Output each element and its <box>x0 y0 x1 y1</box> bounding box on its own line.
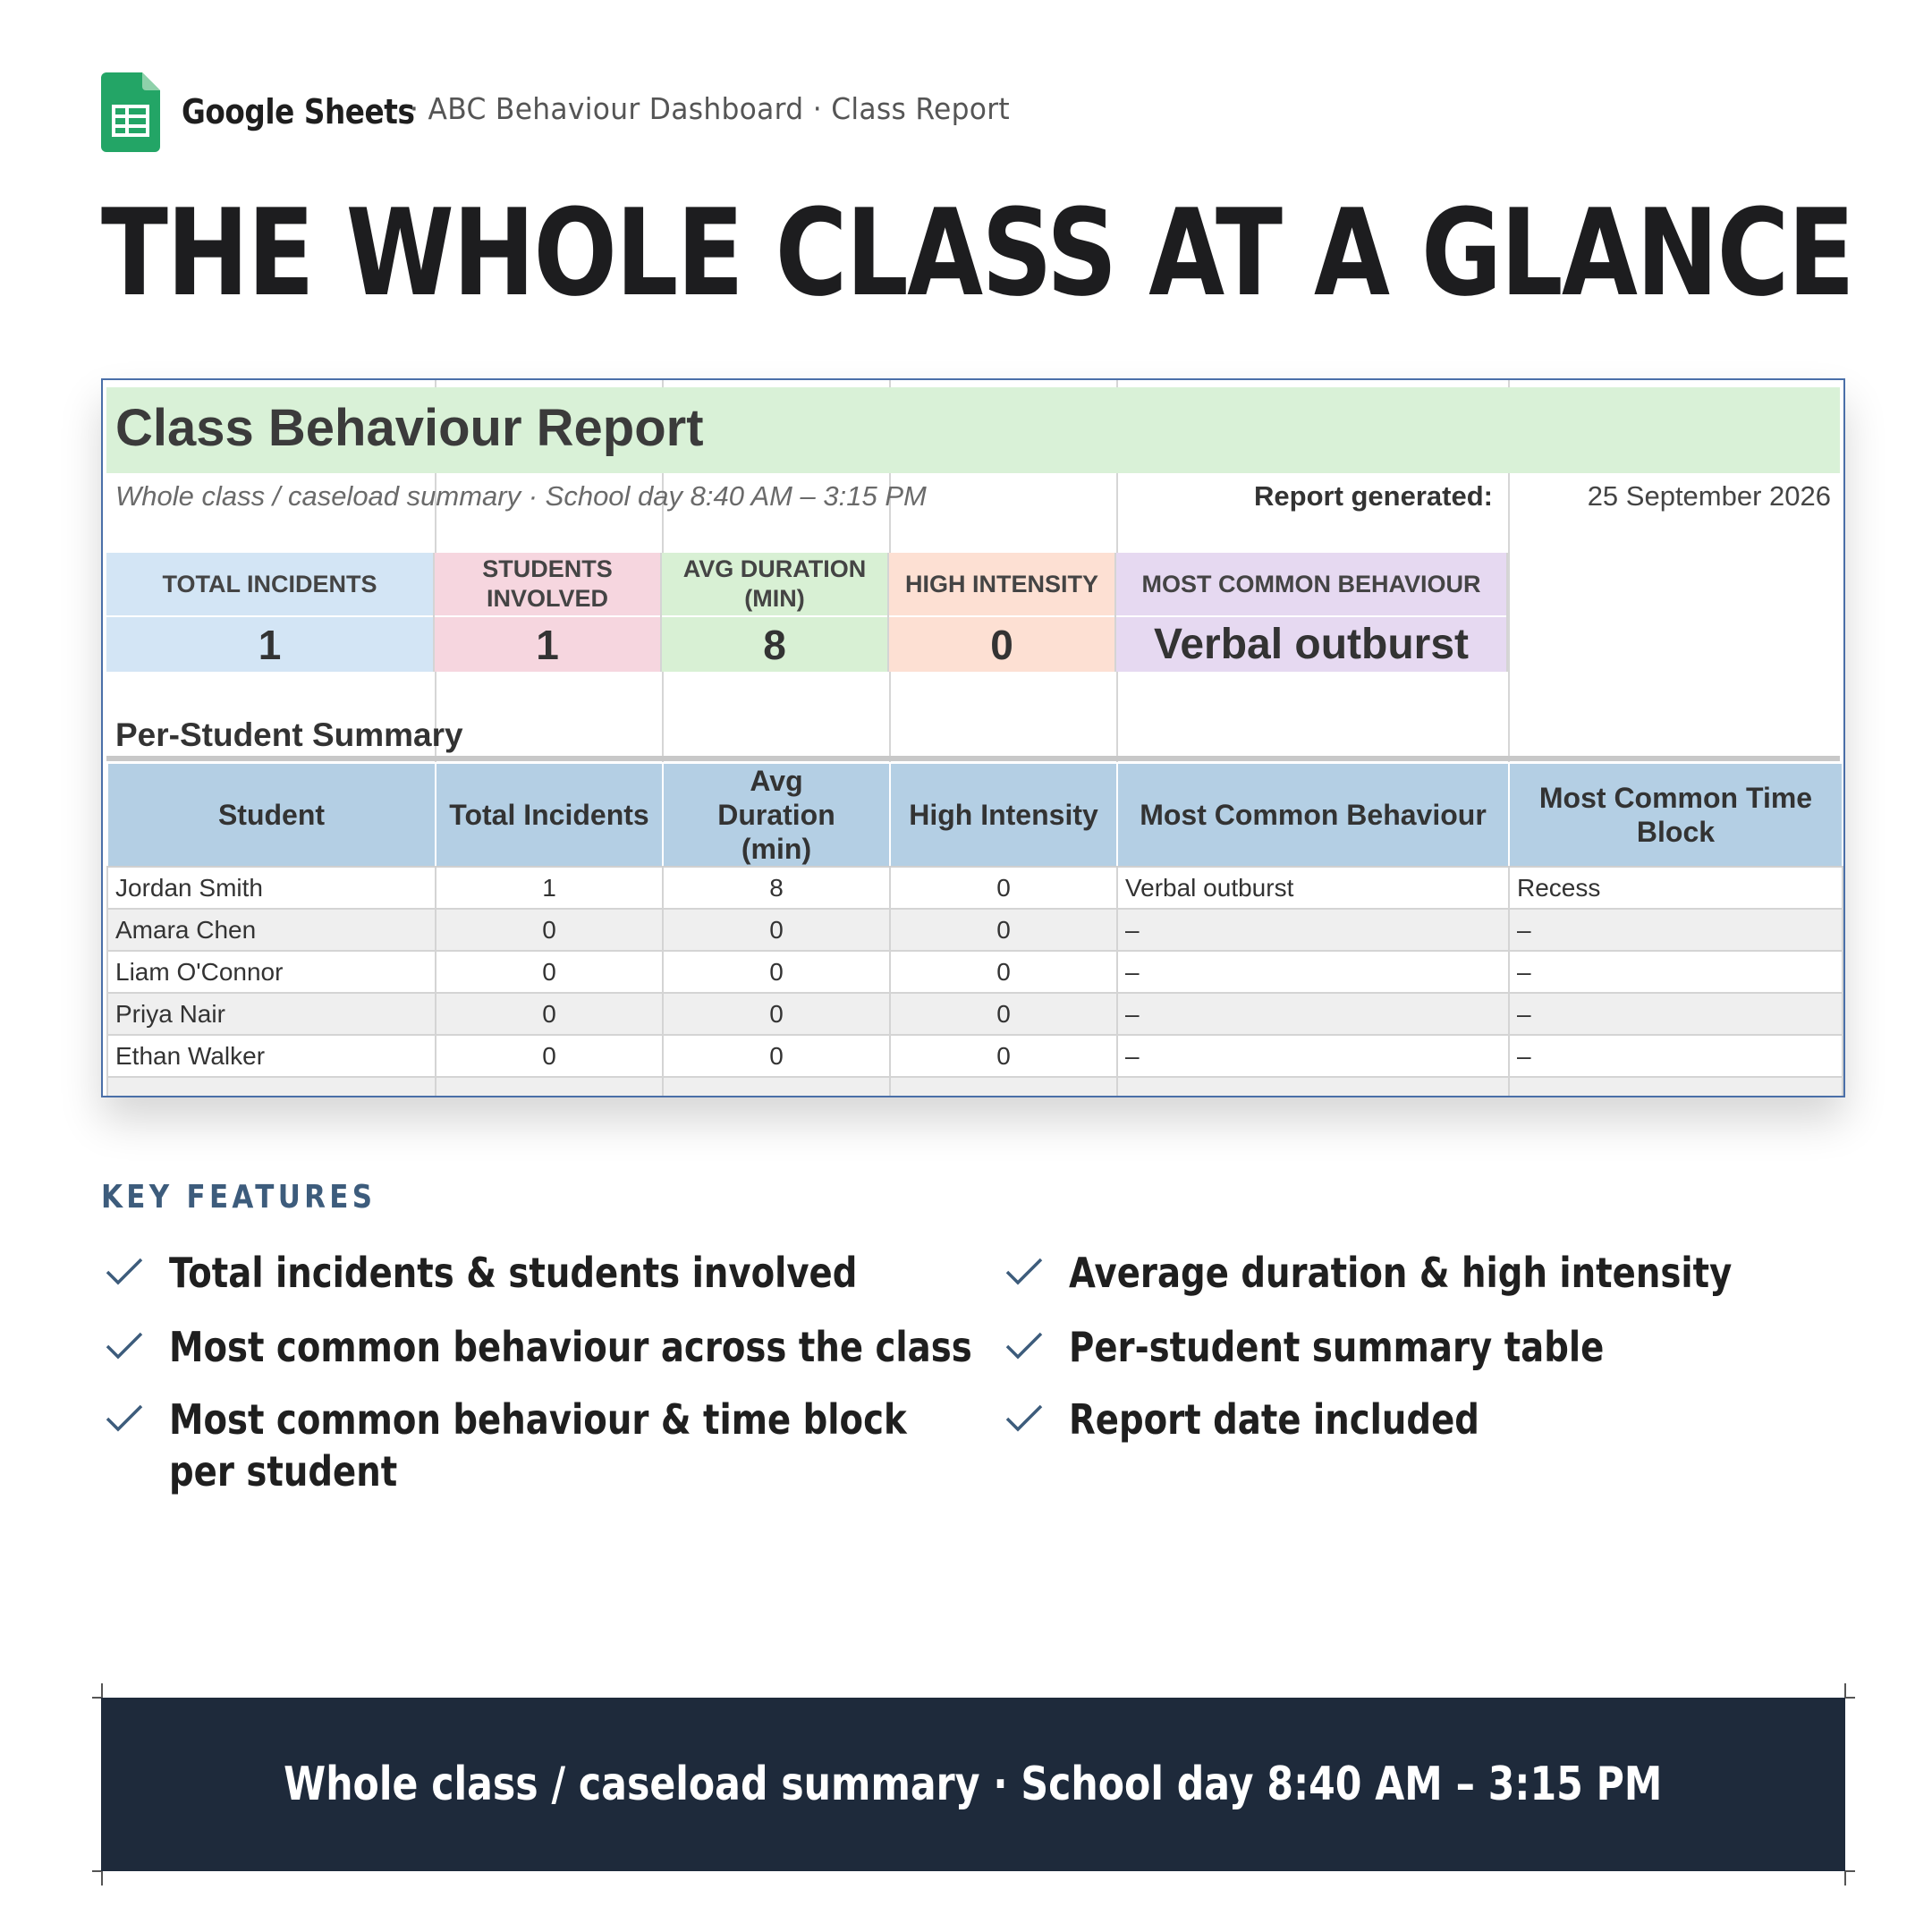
empty-cell[interactable] <box>890 1077 1117 1097</box>
stat-value: Verbal outburst <box>1116 615 1506 672</box>
check-icon <box>105 1330 144 1362</box>
cell-avg-duration[interactable]: 0 <box>663 993 890 1035</box>
stat-students-involved <box>435 553 662 672</box>
cell-total-incidents[interactable]: 0 <box>436 993 663 1035</box>
cell-avg-duration[interactable]: 8 <box>663 867 890 909</box>
breadcrumb: · ABC Behaviour Dashboard · Class Report <box>410 91 1010 126</box>
column-header[interactable]: Total Incidents <box>436 763 663 867</box>
cell-behaviour[interactable]: – <box>1117 909 1509 951</box>
stat-value: 1 <box>106 615 433 672</box>
table-row <box>107 867 1843 909</box>
crop-mark <box>1844 1871 1846 1885</box>
feature-text-line: Most common behaviour & time block <box>169 1395 907 1444</box>
section-divider <box>106 756 1840 761</box>
app-name: Google Sheets <box>182 92 415 131</box>
cell-high-intensity[interactable]: 0 <box>890 1035 1117 1077</box>
feature-item <box>1004 1394 1557 1445</box>
stat-value: 1 <box>435 615 660 672</box>
cell-avg-duration[interactable]: 0 <box>663 909 890 951</box>
cell-high-intensity[interactable]: 0 <box>890 951 1117 993</box>
cell-total-incidents[interactable]: 1 <box>436 867 663 909</box>
cell-high-intensity[interactable]: 0 <box>890 993 1117 1035</box>
page-headline: THE WHOLE CLASS AT A GLANCE <box>101 183 1854 323</box>
crop-mark <box>101 1871 103 1885</box>
feature-text: Report date included <box>1069 1395 1479 1444</box>
feature-item <box>105 1394 1047 1497</box>
cell-time-block[interactable]: Recess <box>1509 867 1843 909</box>
table-row-empty <box>107 1077 1843 1097</box>
table-row <box>107 993 1843 1035</box>
report-generated-label: Report generated: <box>1254 480 1493 512</box>
cell-student[interactable]: Jordan Smith <box>107 867 436 909</box>
empty-cell[interactable] <box>663 1077 890 1097</box>
stat-value: 8 <box>662 615 887 672</box>
crop-mark <box>1844 1697 1855 1699</box>
brand <box>101 72 453 152</box>
check-icon <box>1004 1402 1044 1435</box>
footer-banner <box>101 1698 1845 1871</box>
cell-time-block[interactable]: – <box>1509 993 1843 1035</box>
cell-student[interactable]: Amara Chen <box>107 909 436 951</box>
stat-label: AVG DURATION (MIN) <box>662 553 887 615</box>
empty-cell[interactable] <box>107 1077 436 1097</box>
table-row <box>107 1035 1843 1077</box>
crop-mark <box>1844 1683 1846 1698</box>
stat-label: TOTAL INCIDENTS <box>106 553 433 615</box>
feature-text <box>169 1394 907 1497</box>
stat-total-incidents <box>106 553 435 672</box>
cell-student[interactable]: Liam O'Connor <box>107 951 436 993</box>
google-sheets-icon <box>101 72 160 152</box>
cell-time-block[interactable]: – <box>1509 909 1843 951</box>
cell-time-block[interactable]: – <box>1509 951 1843 993</box>
feature-text: Average duration & high intensity <box>1069 1249 1733 1297</box>
cell-avg-duration[interactable]: 0 <box>663 1035 890 1077</box>
stat-label: MOST COMMON BEHAVIOUR <box>1116 553 1506 615</box>
feature-text: Most common behaviour across the class <box>169 1323 972 1371</box>
check-icon <box>105 1256 144 1288</box>
report-generated-date: 25 September 2026 <box>1587 480 1831 512</box>
column-header[interactable]: Student <box>107 763 436 867</box>
cell-high-intensity[interactable]: 0 <box>890 867 1117 909</box>
empty-cell[interactable] <box>1117 1077 1509 1097</box>
cell-behaviour[interactable]: – <box>1117 1035 1509 1077</box>
stat-most-common-behaviour <box>1116 553 1508 672</box>
feature-item <box>105 1247 988 1299</box>
check-icon <box>105 1402 144 1435</box>
feature-item <box>105 1321 1125 1373</box>
cell-total-incidents[interactable]: 0 <box>436 909 663 951</box>
column-header[interactable]: Most Common Behaviour <box>1117 763 1509 867</box>
cell-total-incidents[interactable]: 0 <box>436 1035 663 1077</box>
cell-total-incidents[interactable]: 0 <box>436 951 663 993</box>
spreadsheet-screenshot <box>101 378 1845 1097</box>
per-student-table <box>106 762 1843 1097</box>
key-features-title: KEY FEATURES <box>101 1179 377 1216</box>
summary-stats <box>106 553 1508 672</box>
banner-text: Whole class / caseload summary · School day 8:40 AM – 3:15 PM <box>284 1758 1663 1811</box>
stat-value: 0 <box>889 615 1114 672</box>
stat-high-intensity <box>889 553 1116 672</box>
feature-text: Per-student summary table <box>1069 1323 1605 1371</box>
table-header-row <box>107 763 1843 867</box>
column-header[interactable]: High Intensity <box>890 763 1117 867</box>
stat-avg-duration <box>662 553 889 672</box>
table-row <box>107 951 1843 993</box>
feature-item <box>1004 1321 1706 1373</box>
crop-mark <box>101 1683 103 1698</box>
table-row <box>107 909 1843 951</box>
cell-student[interactable]: Priya Nair <box>107 993 436 1035</box>
feature-text: Total incidents & students involved <box>169 1249 858 1297</box>
stat-label: STUDENTS INVOLVED <box>435 553 660 615</box>
cell-student[interactable]: Ethan Walker <box>107 1035 436 1077</box>
report-title: Class Behaviour Report <box>115 399 704 457</box>
empty-cell[interactable] <box>1509 1077 1843 1097</box>
cell-behaviour[interactable]: Verbal outburst <box>1117 867 1509 909</box>
column-header[interactable]: Avg Duration (min) <box>663 763 890 867</box>
report-subtitle: Whole class / caseload summary · School day 8:40 AM – 3:15 PM <box>115 480 927 512</box>
cell-high-intensity[interactable]: 0 <box>890 909 1117 951</box>
feature-text-line: per student <box>169 1447 398 1496</box>
feature-item <box>1004 1247 1858 1299</box>
cell-behaviour[interactable]: – <box>1117 951 1509 993</box>
stat-label: HIGH INTENSITY <box>889 553 1114 615</box>
cell-avg-duration[interactable]: 0 <box>663 951 890 993</box>
check-icon <box>1004 1256 1044 1288</box>
crop-mark <box>1844 1870 1855 1872</box>
column-header[interactable]: Most Common Time Block <box>1509 763 1843 867</box>
section-title: Per-Student Summary <box>115 716 463 753</box>
check-icon <box>1004 1330 1044 1362</box>
empty-cell[interactable] <box>436 1077 663 1097</box>
cell-time-block[interactable]: – <box>1509 1035 1843 1077</box>
cell-behaviour[interactable]: – <box>1117 993 1509 1035</box>
